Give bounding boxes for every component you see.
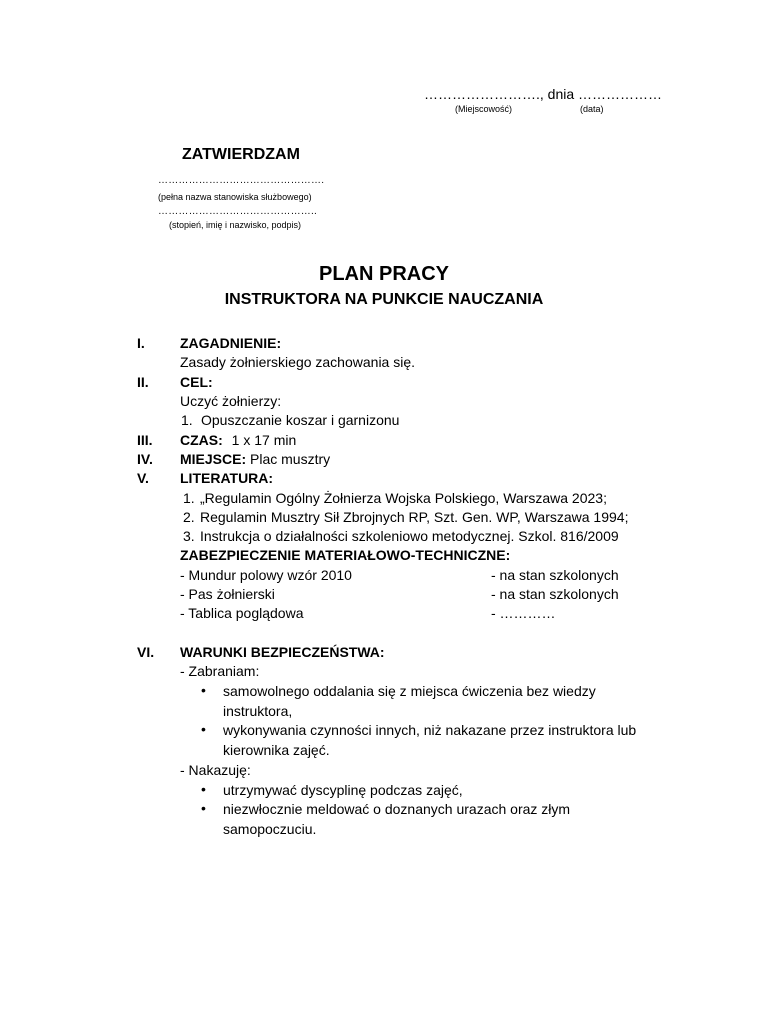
section-number: IV. bbox=[137, 451, 153, 467]
order-item: niezwłocznie meldować o doznanych urazach oraz złym bbox=[223, 801, 571, 817]
signature-caption: (stopień, imię i nazwisko, podpis) bbox=[169, 220, 302, 230]
literature-number: 1. bbox=[183, 490, 195, 506]
bullet-icon: • bbox=[201, 682, 206, 698]
document-title: PLAN PRACY bbox=[318, 263, 449, 285]
literature-number: 2. bbox=[183, 509, 195, 525]
forbid-item: samowolnego oddalania się z miejsca ćwiczenia bez wiedzy bbox=[223, 683, 596, 699]
forbid-item-continued: instruktora, bbox=[223, 703, 293, 719]
order-item-continued: samopoczuciu. bbox=[223, 821, 317, 837]
goal-text: Uczyć żołnierzy: bbox=[180, 393, 282, 409]
bullet-icon: • bbox=[201, 721, 206, 737]
literature-item: „Regulamin Ogólny Żołnierza Wojska Polskiego, Warszawa 2023; bbox=[200, 490, 607, 506]
section-number: II. bbox=[137, 374, 149, 390]
position-caption: (pełna nazwa stanowiska służbowego) bbox=[158, 192, 312, 202]
section-number: III. bbox=[137, 432, 153, 448]
section-heading-goal: CEL: bbox=[180, 374, 213, 390]
material-source: - na stan szkolonych bbox=[491, 567, 619, 583]
signature-dots: ……………………………………….. bbox=[158, 206, 317, 217]
place-row bbox=[180, 450, 330, 469]
section-number: VI. bbox=[137, 644, 155, 660]
section-heading-topic: ZAGADNIENIE: bbox=[180, 335, 282, 351]
bullet-icon: • bbox=[201, 800, 206, 816]
approval-title: ZATWIERDZAM bbox=[182, 146, 300, 163]
literature-number: 3. bbox=[183, 528, 195, 544]
forbid-item: wykonywania czynności innych, niż nakazane przez instruktora lub bbox=[223, 722, 637, 738]
order-label: - Nakazuję: bbox=[180, 762, 251, 778]
place-caption: (Miejscowość) bbox=[455, 104, 513, 114]
material-item: - Tablica poglądowa bbox=[180, 605, 304, 621]
place-date-line: ……………………., dnia ……………… bbox=[424, 86, 663, 102]
literature-item: Regulamin Musztry Sił Zbrojnych RP, Szt. Gen. WP, Warszawa 1994; bbox=[200, 509, 629, 525]
topic-text: Zasady żołnierskiego zachowania się. bbox=[180, 354, 416, 370]
forbid-label: - Zabraniam: bbox=[180, 663, 260, 679]
order-item: utrzymywać dyscyplinę podczas zajęć, bbox=[223, 782, 463, 798]
time-value: 1 x 17 min bbox=[231, 432, 297, 448]
goal-item-number: 1. bbox=[181, 412, 193, 428]
section-number: I. bbox=[137, 335, 145, 351]
place-value: Plac musztry bbox=[250, 451, 331, 467]
forbid-item-continued: kierownika zajęć. bbox=[223, 742, 330, 758]
date-caption: (data) bbox=[580, 104, 604, 114]
section-heading-literature: LITERATURA: bbox=[180, 470, 274, 486]
material-item: - Mundur polowy wzór 2010 bbox=[180, 567, 352, 583]
document-subtitle: INSTRUKTORA NA PUNKCIE NAUCZANIA bbox=[224, 291, 544, 308]
position-dots: …………………………………………. bbox=[158, 175, 325, 186]
section-heading-time: CZAS: bbox=[180, 432, 223, 448]
literature-item: Instrukcja o działalności szkoleniowo metodycznej. Szkol. 816/2009 bbox=[200, 528, 619, 544]
section-number: V. bbox=[137, 470, 149, 486]
material-item: - Pas żołnierski bbox=[180, 586, 275, 602]
material-source: - ………… bbox=[491, 605, 556, 621]
section-heading-place: MIEJSCE: bbox=[180, 451, 247, 467]
goal-item: Opuszczanie koszar i garnizonu bbox=[201, 412, 400, 428]
materials-heading: ZABEZPIECZENIE MATERIAŁOWO-TECHNICZNE: bbox=[180, 547, 511, 563]
time-row bbox=[180, 431, 296, 450]
section-heading-safety: WARUNKI BEZPIECZEŃSTWA: bbox=[180, 644, 385, 660]
material-source: - na stan szkolonych bbox=[491, 586, 619, 602]
bullet-icon: • bbox=[201, 781, 206, 797]
